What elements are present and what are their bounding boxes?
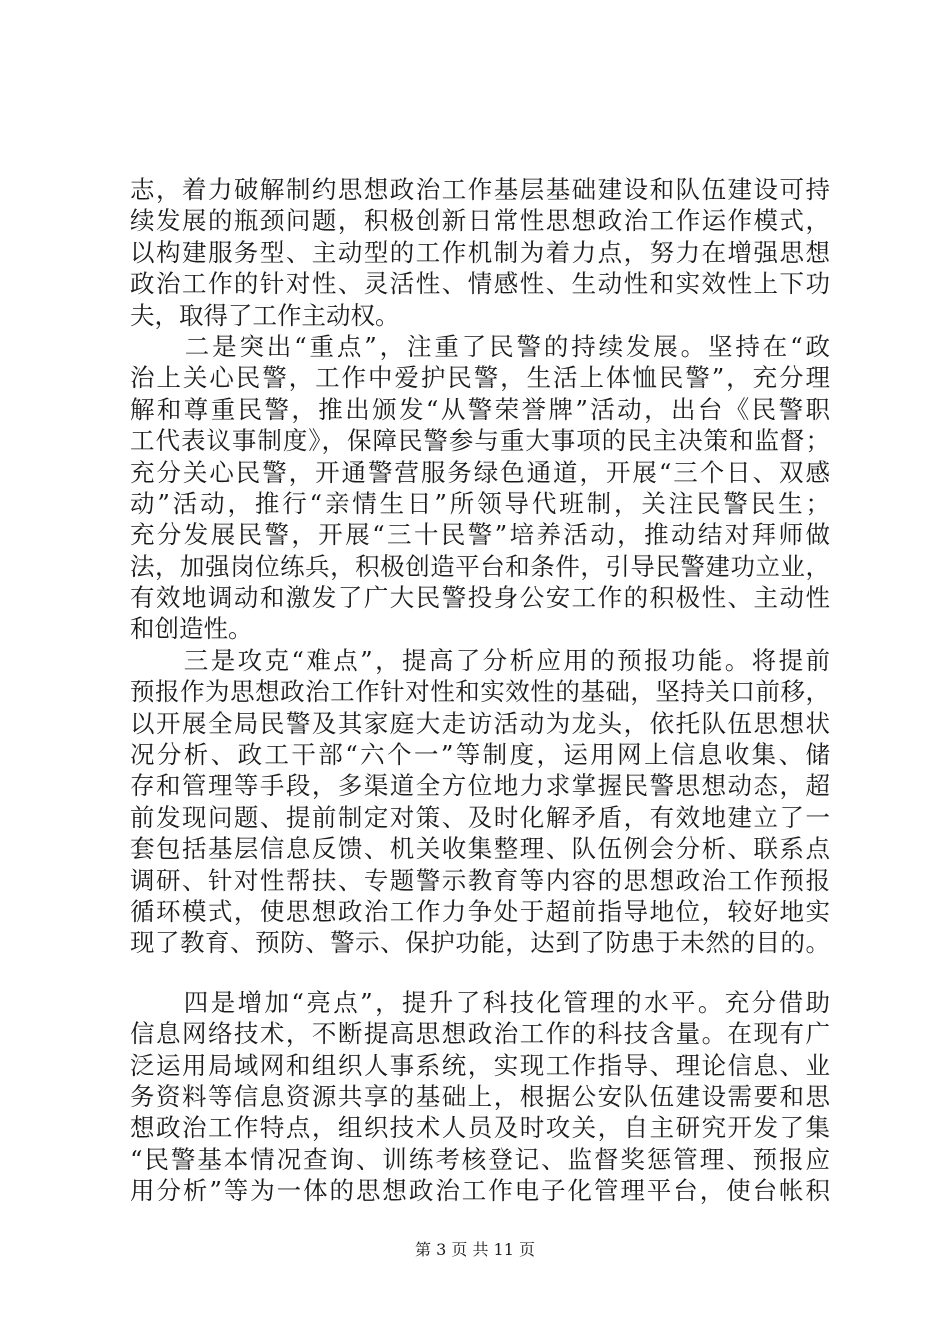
text-line: “民警基本情况查询、训练考核登记、监督奖惩管理、预报应 <box>130 1144 830 1174</box>
document-body <box>130 174 830 1207</box>
text-line: 四是增加“亮点”，提升了科技化管理的水平。充分借助 <box>130 987 830 1017</box>
text-line: 套包括基层信息反馈、机关收集整理、队伍例会分析、联系点 <box>130 834 830 864</box>
text-line: 夫，取得了工作主动权。 <box>130 300 400 330</box>
paragraph-1 <box>130 174 830 331</box>
text-line: 三是攻克“难点”，提高了分析应用的预报功能。将提前 <box>130 645 830 675</box>
paragraph-2 <box>130 331 830 645</box>
text-line: 预报作为思想政治工作针对性和实效性的基础，坚持关口前移， <box>130 677 830 707</box>
text-line: 工代表议事制度》，保障民警参与重大事项的民主决策和监督； <box>130 426 830 456</box>
text-line: 现了教育、预防、警示、保护功能，达到了防患于未然的目的。 <box>130 928 830 958</box>
text-line: 务资料等信息资源共享的基础上，根据公安队伍建设需要和思 <box>130 1081 830 1111</box>
text-line: 治上关心民警，工作中爱护民警，生活上体恤民警”，充分理 <box>130 363 830 393</box>
text-line: 泛运用局域网和组织人事系统，实现工作指导、理论信息、业 <box>130 1050 830 1080</box>
text-line: 续发展的瓶颈问题，积极创新日常性思想政治工作运作模式， <box>130 206 830 236</box>
text-line: 动”活动，推行“亲情生日”所领导代班制，关注民警民生； <box>130 488 830 518</box>
text-line: 存和管理等手段，多渠道全方位地力求掌握民警思想动态，超 <box>130 771 830 801</box>
text-line: 以开展全局民警及其家庭大走访活动为龙头，依托队伍思想状 <box>130 708 830 738</box>
text-line: 和创造性。 <box>130 614 253 644</box>
text-line: 前发现问题、提前制定对策、及时化解矛盾，有效地建立了一 <box>130 802 830 832</box>
text-line: 用分析”等为一体的思想政治工作电子化管理平台，使台帐积 <box>130 1176 830 1206</box>
text-line: 想政治工作特点，组织技术人员及时攻关，自主研究开发了集 <box>130 1113 830 1143</box>
text-line: 循环模式，使思想政治工作力争处于超前指导地位，较好地实 <box>130 896 830 926</box>
text-line: 充分关心民警，开通警营服务绿色通道，开展“三个日、双感 <box>130 457 830 487</box>
paragraph-spacer <box>130 959 830 987</box>
text-line: 有效地调动和激发了广大民警投身公安工作的积极性、主动性 <box>130 583 830 613</box>
text-line: 信息网络技术，不断提高思想政治工作的科技含量。在现有广 <box>130 1019 830 1049</box>
text-line: 充分发展民警，开展“三十民警”培养活动，推动结对拜师做 <box>130 520 830 550</box>
text-line: 志，着力破解制约思想政治工作基层基础建设和队伍建设可持 <box>130 175 830 204</box>
text-line: 法，加强岗位练兵，积极创造平台和条件，引导民警建功立业， <box>130 551 830 581</box>
page-number-footer: 第 3 页 共 11 页 <box>415 1240 535 1259</box>
text-line: 以构建服务型、主动型的工作机制为着力点，努力在增强思想 <box>130 237 830 267</box>
text-line: 况分析、政工干部“六个一”等制度，运用网上信息收集、储 <box>130 740 830 770</box>
text-line: 解和尊重民警，推出颁发“从警荣誉牌”活动，出台《民警职 <box>130 394 830 424</box>
paragraph-3 <box>130 645 830 959</box>
paragraph-4 <box>130 987 830 1207</box>
text-line: 政治工作的针对性、灵活性、情感性、生动性和实效性上下功 <box>130 269 830 299</box>
text-line: 调研、针对性帮扶、专题警示教育等内容的思想政治工作预报 <box>130 865 830 895</box>
text-line: 二是突出“重点”，注重了民警的持续发展。坚持在“政 <box>130 331 830 361</box>
